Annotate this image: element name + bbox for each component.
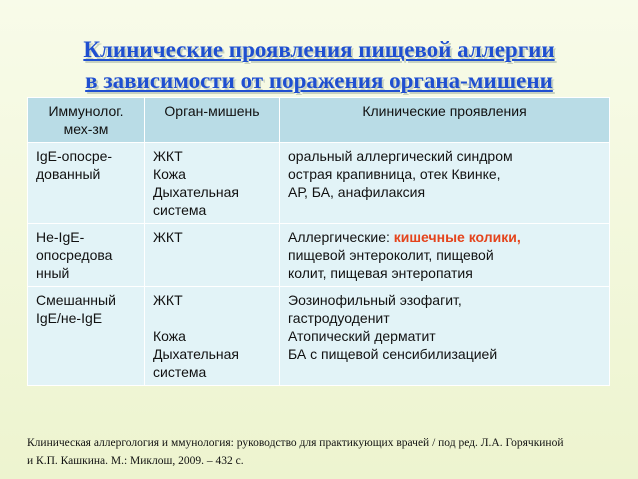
header-mechanism-line2: мех-зм xyxy=(63,121,109,137)
organ-text: Дыхательная xyxy=(153,184,240,200)
manifestations-cell xyxy=(280,287,610,386)
header-mechanism xyxy=(28,98,145,143)
mechanism-text: IgE/не-IgE xyxy=(36,310,103,326)
organ-spacer xyxy=(153,309,271,327)
mechanism-cell xyxy=(28,287,145,386)
organ-text: ЖКТ xyxy=(153,292,183,308)
table-row xyxy=(28,287,610,386)
organ-cell xyxy=(145,143,280,224)
manifestation-text: оральный аллергический синдром xyxy=(288,148,513,164)
organ-text: ЖКТ xyxy=(153,229,183,245)
mechanism-text: Не-IgE- xyxy=(36,229,85,245)
manifestation-highlight: кишечные колики, xyxy=(393,229,521,245)
manifestation-text: БА с пищевой сенсибилизацией xyxy=(288,346,498,362)
manifestation-first-line xyxy=(288,228,601,246)
organ-cell xyxy=(145,224,280,287)
manifestation-text: гастродуоденит xyxy=(288,310,390,326)
manifestation-text: пищевой энтероколит, пищевой xyxy=(288,247,494,263)
mechanism-cell xyxy=(28,143,145,224)
mechanism-text: Смешанный xyxy=(36,292,116,308)
organ-text: Дыхательная xyxy=(153,346,240,362)
manifestations-cell xyxy=(280,224,610,287)
manifestation-text: колит, пищевая энтеропатия xyxy=(288,265,473,281)
mechanism-text: дованный xyxy=(36,166,101,182)
table-row xyxy=(28,143,610,224)
mechanism-text: опосредова xyxy=(36,247,113,263)
manifestation-text: Эозинофильный эзофагит, xyxy=(288,292,462,308)
title-line-1: Клинические проявления пищевой аллергии xyxy=(83,37,555,62)
allergy-table xyxy=(27,97,610,386)
header-mechanism-line1: Иммунолог. xyxy=(48,103,124,119)
organ-text: система xyxy=(153,364,207,380)
header-target-organ: Орган-мишень xyxy=(145,98,280,143)
organ-text: система xyxy=(153,202,207,218)
manifestations-cell xyxy=(280,143,610,224)
header-manifestations: Клинические проявления xyxy=(280,98,610,143)
table-header-row xyxy=(28,98,610,143)
source-line-2: и К.П. Кашкина. М.: Миклош, 2009. – 432 с. xyxy=(27,455,244,467)
table-row xyxy=(28,224,610,287)
mechanism-text: нный xyxy=(36,265,70,281)
organ-cell xyxy=(145,287,280,386)
manifestation-text: АР, БА, анафилаксия xyxy=(288,184,426,200)
source-line-1: Клиническая аллергология и ммунология: руководство для практикующих врачей / под ред. Л.А. Горячкиной xyxy=(27,437,564,449)
organ-text: ЖКТ xyxy=(153,148,183,164)
manifestation-text: острая крапивница, отек Квинке, xyxy=(288,166,501,182)
manifestation-text: Атопический дерматит xyxy=(288,328,436,344)
title-line-2: в зависимости от поражения органа-мишени xyxy=(85,68,553,93)
source-citation xyxy=(27,434,617,470)
mechanism-cell xyxy=(28,224,145,287)
manifestation-prefix: Аллергические: xyxy=(288,229,394,245)
slide-title xyxy=(18,34,620,96)
organ-text: Кожа xyxy=(153,166,186,182)
mechanism-text: IgE-опосре- xyxy=(36,148,113,164)
organ-text: Кожа xyxy=(153,328,186,344)
